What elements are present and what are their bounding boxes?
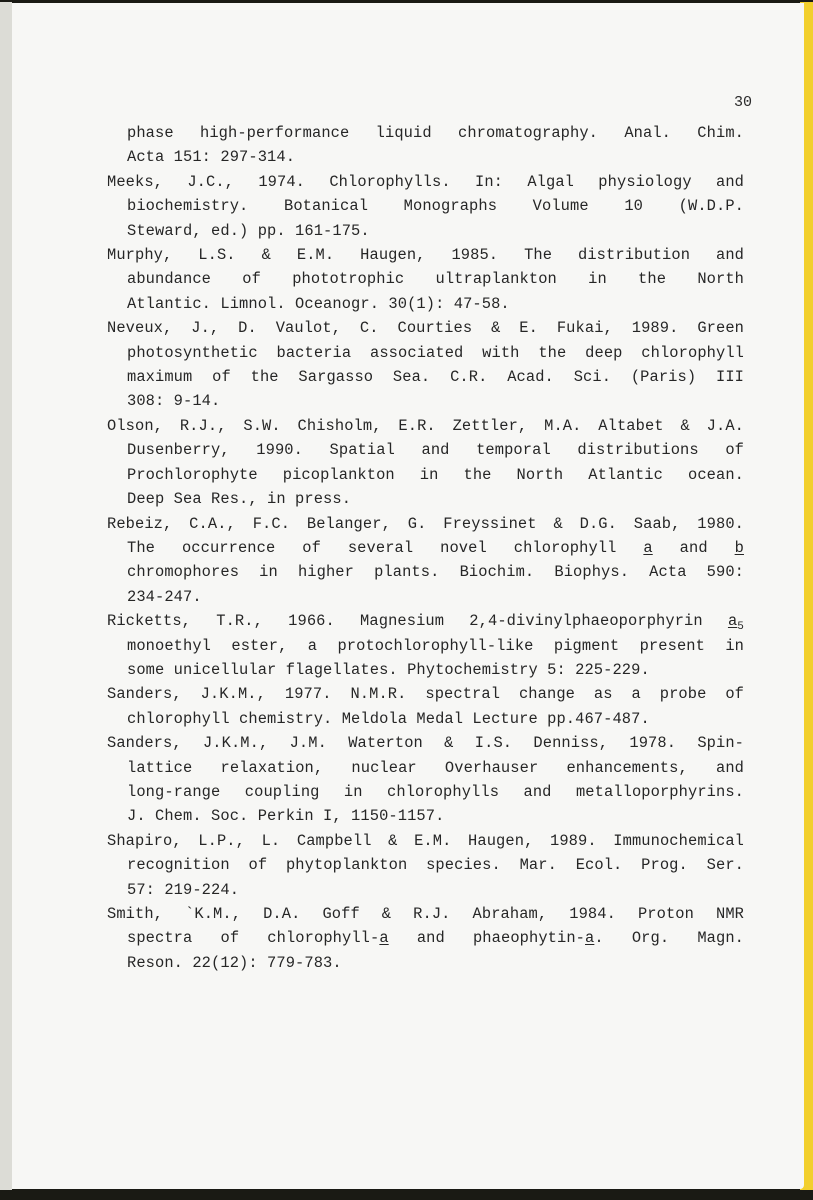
reference-line: Sanders, J.K.M., 1977. N.M.R. spectral change as a probe of [107, 685, 744, 704]
reference-line: photosynthetic bacteria associated with the deep chlorophyll [127, 343, 744, 362]
reference-entry-olson-1990 [107, 414, 744, 512]
page-left-edge [0, 2, 12, 1190]
reference-line: 57: 219-224. [127, 880, 240, 899]
reference-line: Rebeiz, C.A., F.C. Belanger, G. Freyssinet & D.G. Saab, 1980. [107, 514, 744, 533]
reference-line: J. Chem. Soc. Perkin I, 1150-1157. [127, 807, 445, 826]
underlined-symbol-b: b [734, 538, 744, 557]
reference-entry-sanders-1978 [107, 731, 744, 829]
reference-line: 308: 9-14. [127, 392, 221, 411]
reference-line: Dusenberry, 1990. Spatial and temporal distributions of [127, 441, 744, 460]
reference-line: Acta 151: 297-314. [127, 148, 296, 167]
reference-line: biochemistry. Botanical Monographs Volume 10 (W.D.P. [127, 197, 744, 216]
reference-entry-continued [107, 121, 744, 170]
reference-text: and [679, 538, 708, 557]
reference-line: abundance of phototrophic ultraplankton in the North [127, 270, 744, 289]
subscript-5: 5 [737, 621, 744, 634]
reference-line: lattice relaxation, nuclear Overhauser enhancements, and [127, 758, 744, 777]
reference-text: and phaeophytin- [388, 929, 586, 948]
underlined-symbol-a: a [585, 929, 595, 948]
reference-line: Olson, R.J., S.W. Chisholm, E.R. Zettler, M.A. Altabet & J.A. [107, 416, 744, 435]
reference-line: Meeks, J.C., 1974. Chlorophylls. In: Algal physiology and [107, 172, 744, 191]
reference-line: recognition of phytoplankton species. Mar. Ecol. Prog. Ser. [127, 856, 744, 875]
reference-text: spectra of chlorophyll- [127, 929, 380, 948]
reference-line: Sanders, J.K.M., J.M. Waterton & I.S. Denniss, 1978. Spin- [107, 734, 744, 753]
reference-line: Reson. 22(12): 779-783. [127, 953, 342, 972]
reference-line: monoethyl ester, a protochlorophyll-like pigment present in [127, 636, 744, 655]
reference-entry-ricketts-1966 [107, 609, 744, 682]
reference-line: Deep Sea Res., in press. [127, 490, 352, 509]
reference-entry-neveux-1989 [107, 316, 744, 414]
reference-text: The occurrence of several novel chlorophyll [127, 538, 617, 557]
reference-line: long-range coupling in chlorophylls and metalloporphyrins. [127, 782, 744, 801]
underlined-symbol-a: a [727, 612, 738, 631]
page-number: 30 [733, 94, 752, 111]
reference-text: . Org. Magn. [594, 929, 744, 948]
reference-line: Steward, ed.) pp. 161-175. [127, 221, 370, 240]
reference-list [107, 121, 744, 975]
reference-line: Neveux, J., D. Vaulot, C. Courties & E. Fukai, 1989. Green [107, 319, 744, 338]
reference-entry-shapiro-1989 [107, 829, 744, 902]
reference-line [127, 926, 744, 950]
reference-entry-smith-1984 [107, 902, 744, 975]
reference-line [107, 609, 744, 633]
reference-line: Prochlorophyte picoplankton in the North Atlantic ocean. [127, 465, 744, 484]
reference-line: Atlantic. Limnol. Oceanogr. 30(1): 47-58. [127, 294, 510, 313]
reference-entry-meeks-1974 [107, 170, 744, 243]
reference-line [127, 536, 744, 560]
reference-line: 234-247. [127, 587, 202, 606]
underlined-symbol-a: a [379, 929, 389, 948]
reference-text: Ricketts, T.R., 1966. Magnesium 2,4-divinylphaeoporphyrin [107, 612, 703, 631]
reference-entry-rebeiz-1980 [107, 512, 744, 610]
reference-line: chlorophyll chemistry. Meldola Medal Lecture pp.467-487. [127, 709, 650, 728]
reference-line: phase high-performance liquid chromatography. Anal. Chim. [127, 124, 744, 142]
reference-line: chromophores in higher plants. Biochim. Biophys. Acta 590: [127, 563, 744, 582]
reference-line: Murphy, L.S. & E.M. Haugen, 1985. The distribution and [107, 246, 744, 265]
reference-entry-sanders-1977 [107, 682, 744, 731]
reference-line: Shapiro, L.P., L. Campbell & E.M. Haugen, 1989. Immunochemical [107, 831, 744, 850]
reference-entry-murphy-1985 [107, 243, 744, 316]
reference-line: maximum of the Sargasso Sea. C.R. Acad. Sci. (Paris) III [127, 368, 744, 387]
reference-line: Smith, `K.M., D.A. Goff & R.J. Abraham, 1984. Proton NMR [107, 905, 744, 923]
underlined-symbol-a: a [643, 538, 653, 557]
reference-line: some unicellular flagellates. Phytochemistry 5: 225-229. [127, 660, 650, 679]
